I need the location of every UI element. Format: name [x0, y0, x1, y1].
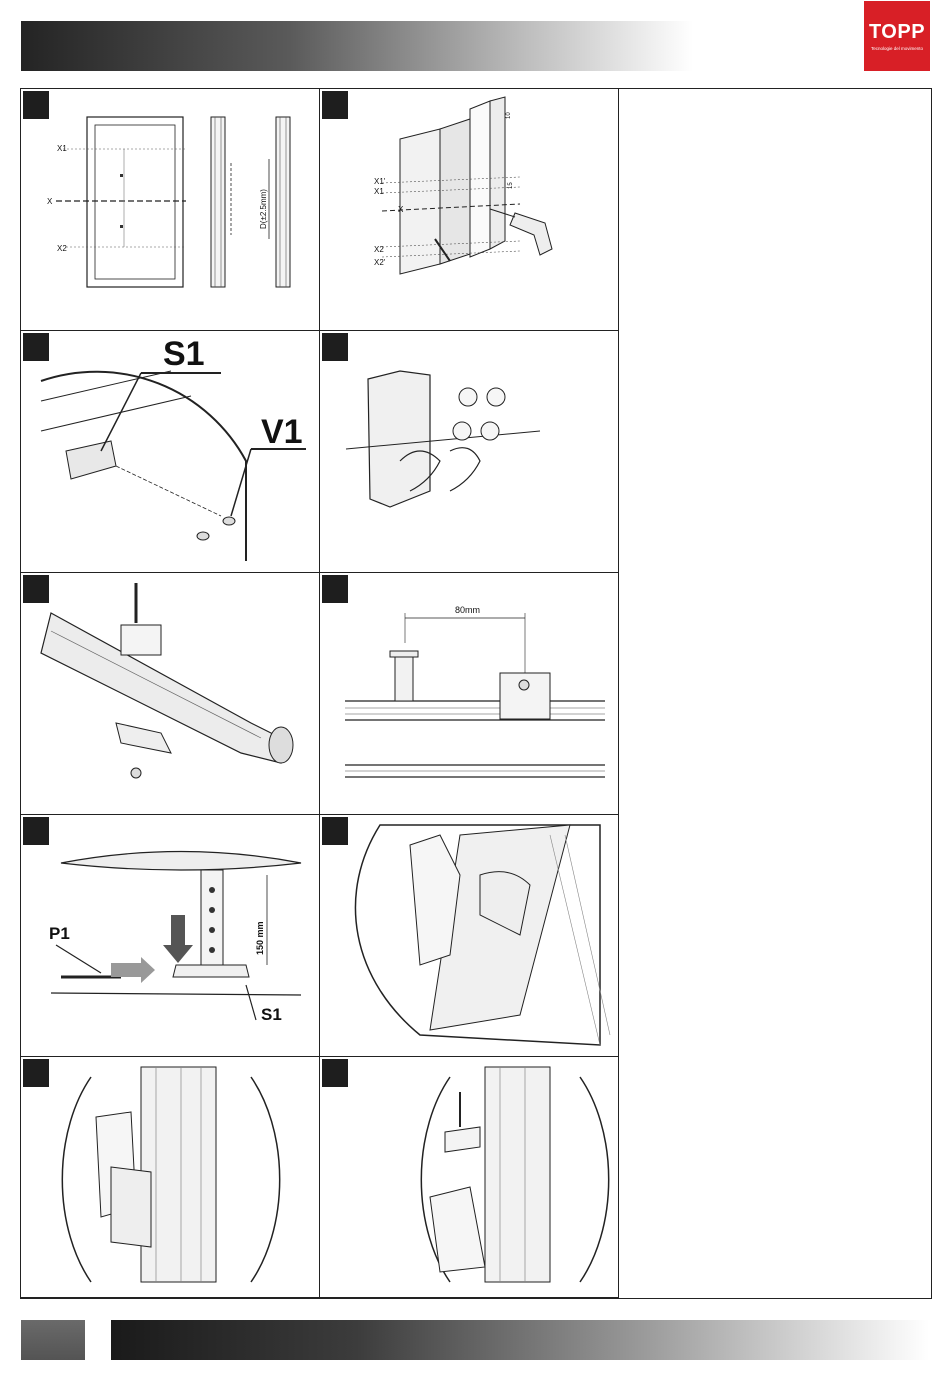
page-number-box	[21, 1320, 85, 1360]
step-6-label-distance: 80mm	[455, 605, 481, 615]
step-6-number-badge	[322, 575, 348, 603]
step-3-panel	[21, 331, 320, 573]
step-6-panel	[320, 573, 619, 815]
instruction-grid	[20, 88, 932, 1299]
footer-gradient-bar	[111, 1320, 929, 1360]
step-2-label-x2p: X2'	[374, 258, 386, 267]
step-9-panel	[21, 1057, 320, 1298]
step-5-number-badge	[23, 575, 49, 603]
step-2-label-d1: 10	[506, 112, 512, 119]
step-7-label-s1: S1	[261, 1005, 282, 1024]
step-5-figure	[21, 573, 320, 815]
brand-logo	[864, 1, 930, 71]
step-1-label-x2: X2	[57, 244, 67, 253]
step-3-figure	[21, 331, 320, 573]
step-2-label-d2: 15	[508, 182, 514, 189]
step-7-panel	[21, 815, 320, 1057]
step-7-label-distance: 150 mm	[255, 921, 265, 955]
step-2-number-badge	[322, 91, 348, 119]
step-2-figure	[320, 89, 619, 331]
step-2-label-x1: X1	[374, 187, 384, 196]
step-1-label-distance: D(±2.5mm)	[259, 189, 268, 229]
step-2-label-x2: X2	[374, 245, 384, 254]
step-1-figure	[21, 89, 320, 331]
step-3-number-badge	[23, 333, 49, 361]
step-7-number-badge	[23, 817, 49, 845]
step-4-panel	[320, 331, 619, 573]
step-7-figure	[21, 815, 320, 1057]
step-1-panel	[21, 89, 320, 331]
step-2-panel	[320, 89, 619, 331]
step-9-figure	[21, 1057, 320, 1298]
step-3-label-v1: V1	[261, 413, 303, 451]
step-8-number-badge	[322, 817, 348, 845]
header-gradient-bar	[21, 21, 693, 71]
step-6-figure	[320, 573, 619, 815]
brand-name: TOPP	[868, 21, 926, 43]
step-4-figure	[320, 331, 619, 573]
step-9-number-badge	[23, 1059, 49, 1087]
step-8-figure	[320, 815, 619, 1057]
step-1-number-badge	[23, 91, 49, 119]
step-1-label-x1: X1	[57, 144, 67, 153]
step-2-label-x: X	[398, 205, 404, 214]
step-1-label-x: X	[47, 197, 53, 206]
instruction-text-column	[619, 89, 931, 1298]
step-8-panel	[320, 815, 619, 1057]
step-7-label-p1: P1	[49, 924, 70, 943]
step-5-panel	[21, 573, 320, 815]
step-3-label-s1: S1	[163, 335, 205, 373]
step-10-panel	[320, 1057, 619, 1298]
step-10-figure	[320, 1057, 619, 1298]
step-2-label-x1p: X1'	[374, 177, 386, 186]
brand-tagline: Tecnologie del movimento	[870, 46, 924, 51]
step-10-number-badge	[322, 1059, 348, 1087]
step-4-number-badge	[322, 333, 348, 361]
